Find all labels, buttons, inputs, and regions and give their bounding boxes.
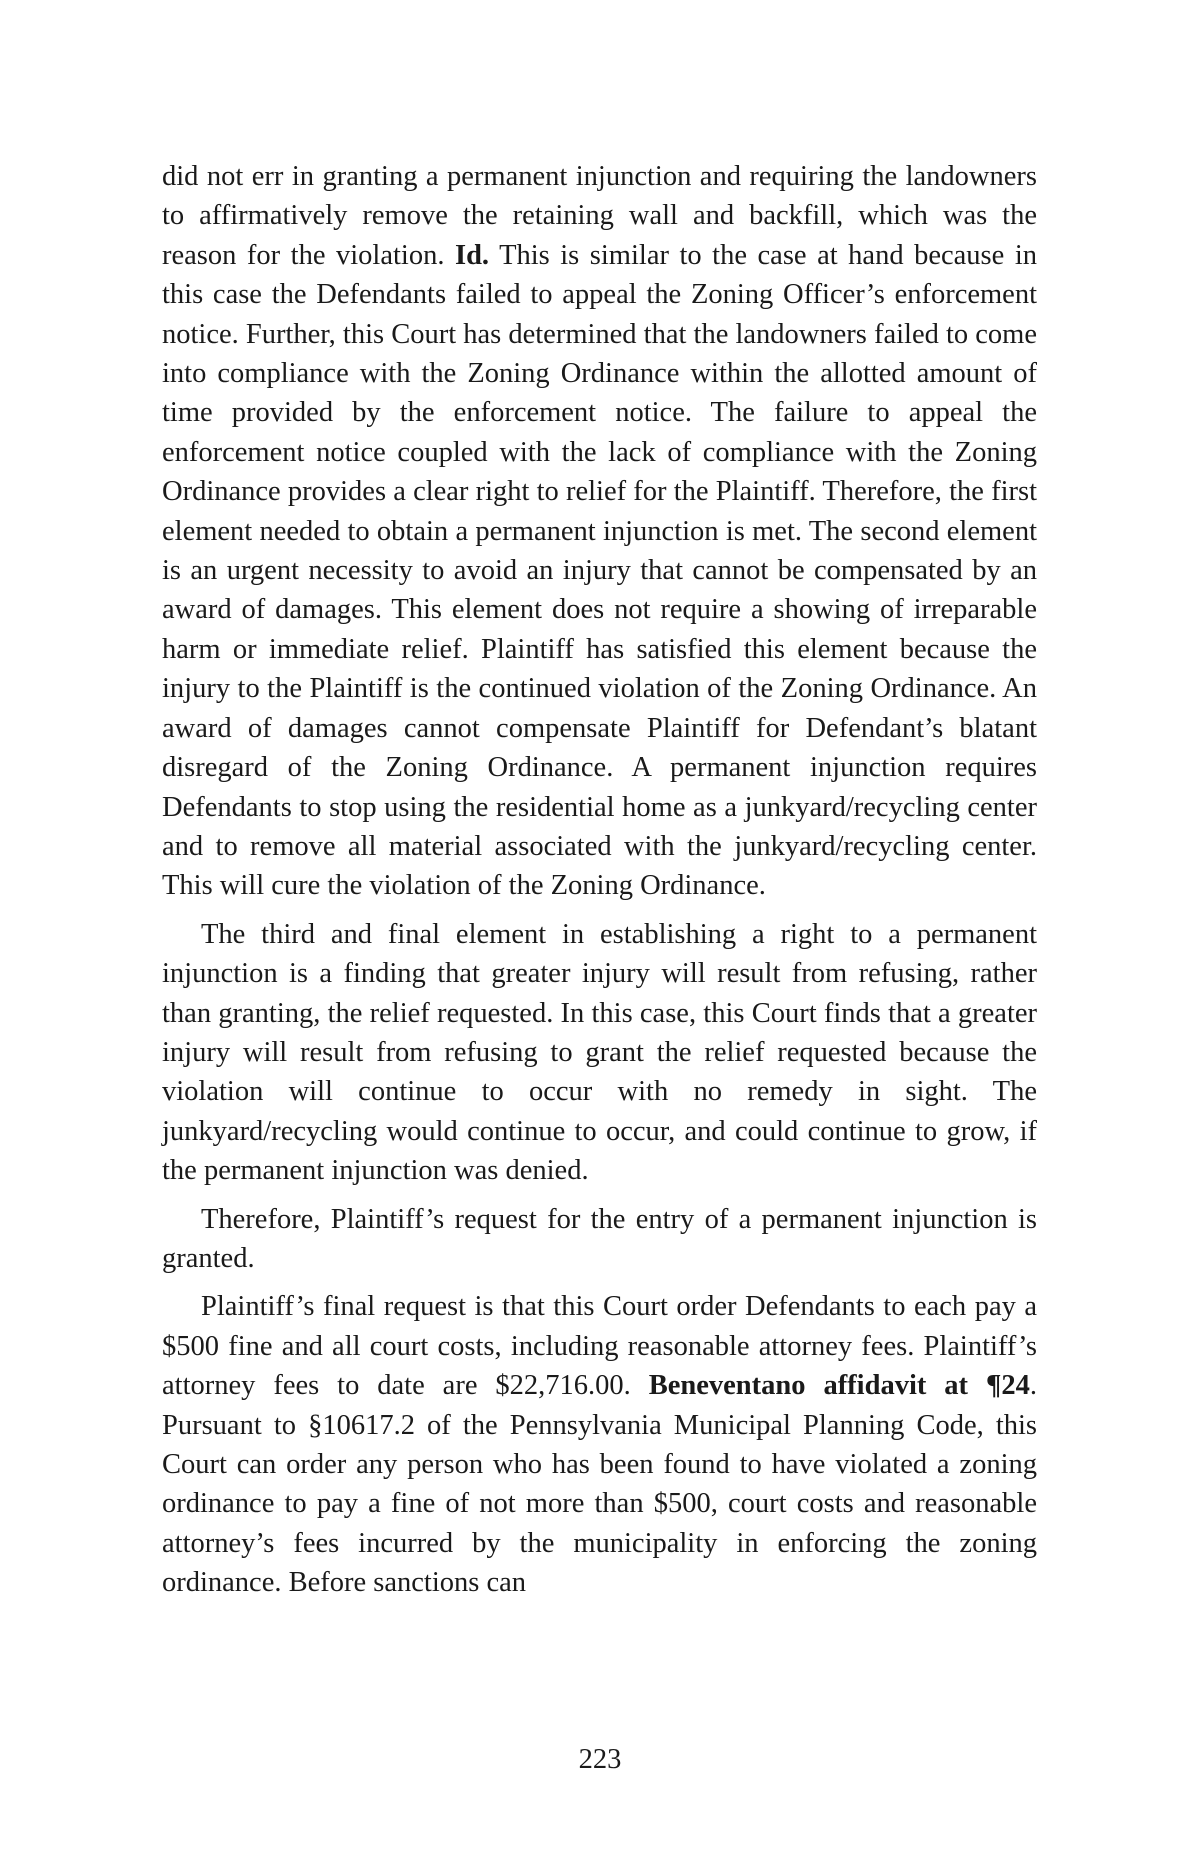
text-run: Plaintiff’s final request is that this Court order Defendants to each pay a $500 fine and all court costs, including reasonable attorney fees. Plaintiff’s attorney fees to date are $22,716.00. — [162, 1291, 1037, 1402]
paragraph-final-request — [162, 1287, 1037, 1602]
citation-affidavit: Beneventano affidavit at ¶24 — [648, 1370, 1030, 1402]
page-number: 223 — [578, 1744, 622, 1775]
citation-id: Id. — [454, 239, 490, 271]
text-run: Therefore, Plaintiff’s request for the entry of a permanent injunction is granted. — [162, 1203, 1037, 1274]
body-text — [162, 157, 1037, 1603]
text-run: . Pursuant to §10617.2 of the Pennsylvania Municipal Planning Code, this Court can order any person who has been found to have violated a zoning ordinance to pay a fine of not more than $500, court costs and reasonable attorney’s fees incurred by the municipality in enforcing the zoning ordinance. Before sanctions can — [162, 1370, 1038, 1599]
paragraph-third-element — [162, 915, 1037, 1191]
text-run: The third and final element in establishing a right to a permanent injunction is a finding that greater injury will result from refusing, rather than granting, the relief requested. In this case, this Court finds that a greater injury will result from refusing to grant the relief requested because the violation will continue to occur with no remedy in sight. The junkyard/recycling would continue to occur, and could continue to grow, if the permanent injunction was denied. — [162, 918, 1037, 1187]
text-run: did not err in granting a permanent injunction and requiring the landowners to affirmatively remove the retaining wall and backfill, which was the reason for the violation. — [162, 161, 1037, 271]
paragraph-continued — [162, 157, 1037, 906]
text-run: This is similar to the case at hand because in this case the Defendants failed to appeal the Zoning Officer’s enforcement notice. Further, this Court has determined that the landowners failed to come into compliance with the Zoning Ordinance within the allotted amount of time provided by the enforcement notice. The failure to appeal the enforcement notice coupled with the lack of compliance with the Zoning Ordinance provides a clear right to relief for the Plaintiff. Therefore, the first element needed to obtain a permanent injunction is met. The second element is an urgent necessity to avoid an injury that cannot be compensated by an award of damages. This element does not require a showing of irreparable harm or immediate relief. Plaintiff has satisfied this element because the injury to the Plaintiff is the continued violation of the Zoning Ordinance. An award of damages cannot compensate Plaintiff for Defendant’s blatant disregard of the Zoning Ordinance. A permanent injunction requires Defendants to stop using the residential home as a junkyard/recycling center and to remove all material associated with the junkyard/recycling center. This will cure the violation of the Zoning Ordinance. — [162, 239, 1037, 902]
paragraph-injunction-granted — [162, 1200, 1037, 1279]
